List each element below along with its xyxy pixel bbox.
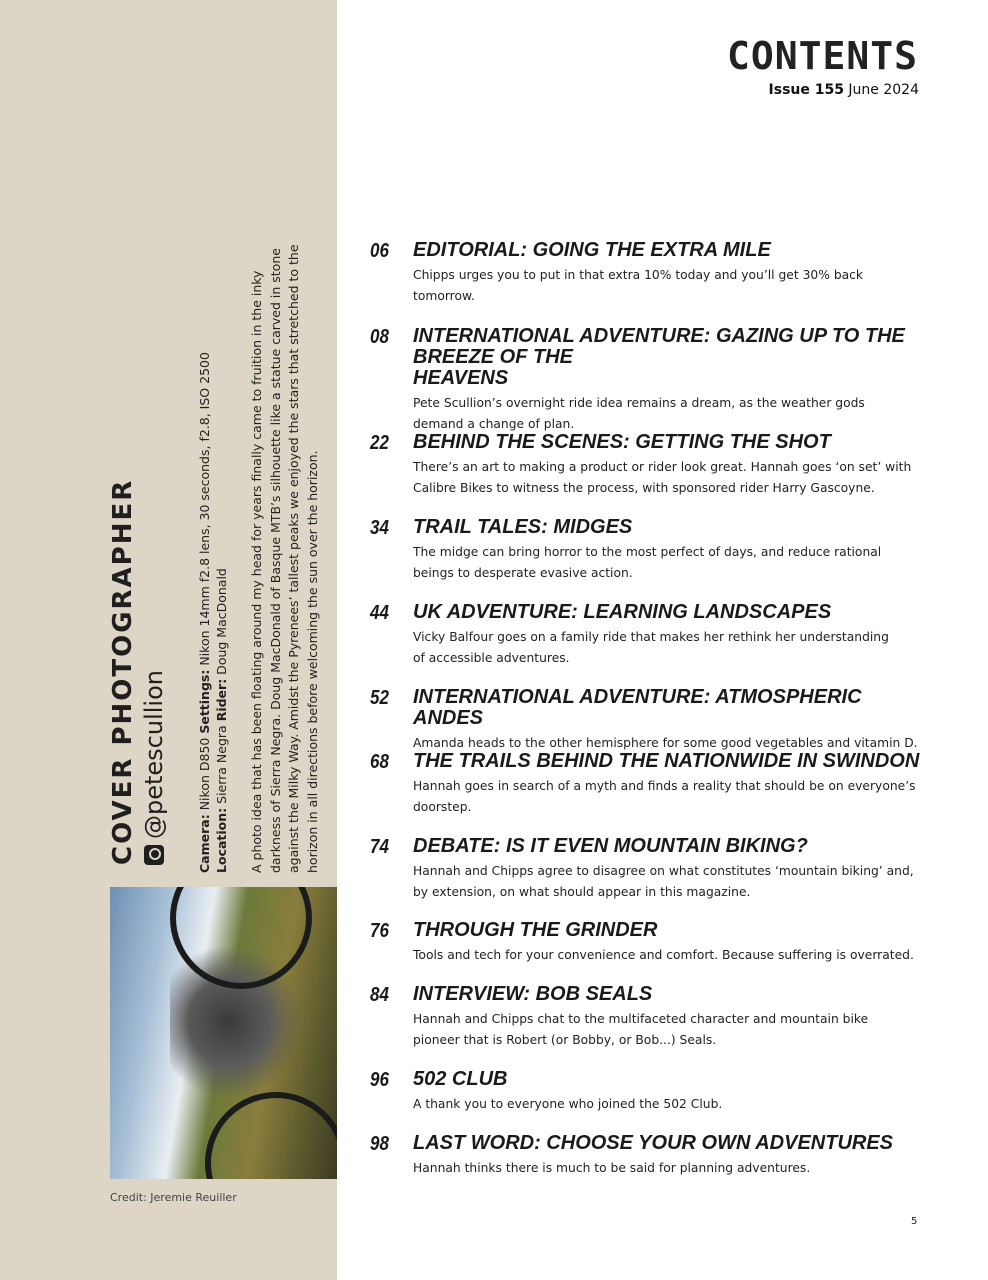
toc-entry[interactable] <box>370 984 920 1051</box>
toc-entry[interactable] <box>370 602 920 669</box>
instagram-icon <box>144 845 164 865</box>
toc-entry[interactable] <box>370 432 920 499</box>
toc-entry[interactable] <box>370 517 920 584</box>
entry-description: Hannah thinks there is much to be said for planning adventures. <box>413 1161 811 1175</box>
entry-description: Tools and tech for your convenience and comfort. Because suffering is overrated. <box>413 948 914 962</box>
entry-title[interactable]: THROUGH THE GRINDER <box>413 919 658 941</box>
toc-entry[interactable] <box>370 326 920 435</box>
page-title: CONTENTS <box>726 34 918 78</box>
camera-info: Camera: Nikon D850 Settings: Nikon 14mm f2.8 lens, 30 seconds, f2.8, ISO 2500 Location: Sierra Negra Rider: Doug MacDonald <box>197 352 229 873</box>
toc-entry[interactable] <box>370 687 920 754</box>
cover-photographer-title: COVER PHOTOGRAPHER <box>108 478 138 865</box>
entry-page-number: 68 <box>370 751 389 773</box>
entry-page-number: 76 <box>370 920 389 942</box>
entry-description: A thank you to everyone who joined the 502 Club. <box>413 1097 723 1111</box>
entry-page-number: 96 <box>370 1069 389 1091</box>
toc-entry[interactable] <box>370 240 920 307</box>
toc-entry[interactable] <box>370 1069 920 1115</box>
photo-credit: Credit: Jeremie Reuiller <box>110 1191 237 1204</box>
entry-page-number: 06 <box>370 240 389 262</box>
entry-page-number: 34 <box>370 517 389 539</box>
toc-entry[interactable] <box>370 836 920 903</box>
entry-page-number: 74 <box>370 836 389 858</box>
entry-description: Hannah and Chipps agree to disagree on what constitutes ‘mountain biking’ and, by extension, on what should appear in this magazine. <box>413 864 914 899</box>
entry-title[interactable]: THE TRAILS BEHIND THE NATIONWIDE IN SWINDON <box>413 750 920 772</box>
toc-entry[interactable] <box>370 1133 920 1179</box>
entry-title[interactable]: DEBATE: IS IT EVEN MOUNTAIN BIKING? <box>413 835 808 857</box>
entry-title[interactable]: TRAIL TALES: MIDGES <box>413 516 633 538</box>
entry-page-number: 52 <box>370 687 389 709</box>
entry-description: Pete Scullion’s overnight ride idea remains a dream, as the weather gods demand a change of plan. <box>413 396 865 431</box>
entry-description: The midge can bring horror to the most perfect of days, and reduce rational beings to desperate evasive action. <box>413 545 882 580</box>
entry-title[interactable]: BEHIND THE SCENES: GETTING THE SHOT <box>413 431 831 453</box>
entry-title[interactable]: 502 CLUB <box>413 1068 508 1090</box>
toc-entry[interactable] <box>370 751 920 818</box>
page-number: 5 <box>911 1216 918 1227</box>
entry-title[interactable]: INTERNATIONAL ADVENTURE: GAZING UP TO THE BREEZE OF THE HEAVENS <box>413 325 905 389</box>
entry-description: Hannah goes in search of a myth and finds a reality that should be on everyone’s doorstep. <box>413 779 916 814</box>
entry-title[interactable]: INTERVIEW: BOB SEALS <box>413 983 653 1005</box>
photo-story: A photo idea that has been floating around my head for years finally came to fruition in the inky darkness of Sierra Negra. Doug MacDonald of Basque MTB’s silhouette like a statue carved in stone against the Milky Way. Amidst the Pyrenees’ tallest peaks we enjoyed the stars that stretched to the horizon in all directions before welcoming the sun over the horizon. <box>249 244 320 873</box>
photographer-handle <box>140 670 168 865</box>
entry-page-number: 22 <box>370 432 389 454</box>
toc-entry[interactable] <box>370 920 920 966</box>
entry-title[interactable]: UK ADVENTURE: LEARNING LANDSCAPES <box>413 601 832 623</box>
entry-page-number: 84 <box>370 984 389 1006</box>
cover-photo <box>110 887 337 1179</box>
entry-title[interactable]: EDITORIAL: GOING THE EXTRA MILE <box>413 239 771 261</box>
handle-text: @petescullion <box>140 670 168 839</box>
entry-description: Vicky Balfour goes on a family ride that makes her rethink her understanding of accessible adventures. <box>413 630 889 665</box>
entry-page-number: 44 <box>370 602 389 624</box>
entry-page-number: 08 <box>370 326 389 348</box>
entry-page-number: 98 <box>370 1133 389 1155</box>
entry-description: There’s an art to making a product or rider look great. Hannah goes ‘on set’ with Calibre Bikes to witness the process, with sponsored rider Harry Gascoyne. <box>413 460 912 495</box>
entry-title[interactable]: INTERNATIONAL ADVENTURE: ATMOSPHERIC ANDES <box>413 686 862 729</box>
issue-info: Issue 155 June 2024 <box>768 82 919 98</box>
entry-title[interactable]: LAST WORD: CHOOSE YOUR OWN ADVENTURES <box>413 1132 894 1154</box>
entry-description: Hannah and Chipps chat to the multifaceted character and mountain bike pioneer that is Robert (or Bobby, or Bob...) Seals. <box>413 1012 869 1047</box>
rear-wheel <box>205 1092 337 1179</box>
entry-description: Chipps urges you to put in that extra 10% today and you’ll get 30% back tomorrow. <box>413 268 864 303</box>
entry-description: Amanda heads to the other hemisphere for some good vegetables and vitamin D. <box>413 736 918 750</box>
